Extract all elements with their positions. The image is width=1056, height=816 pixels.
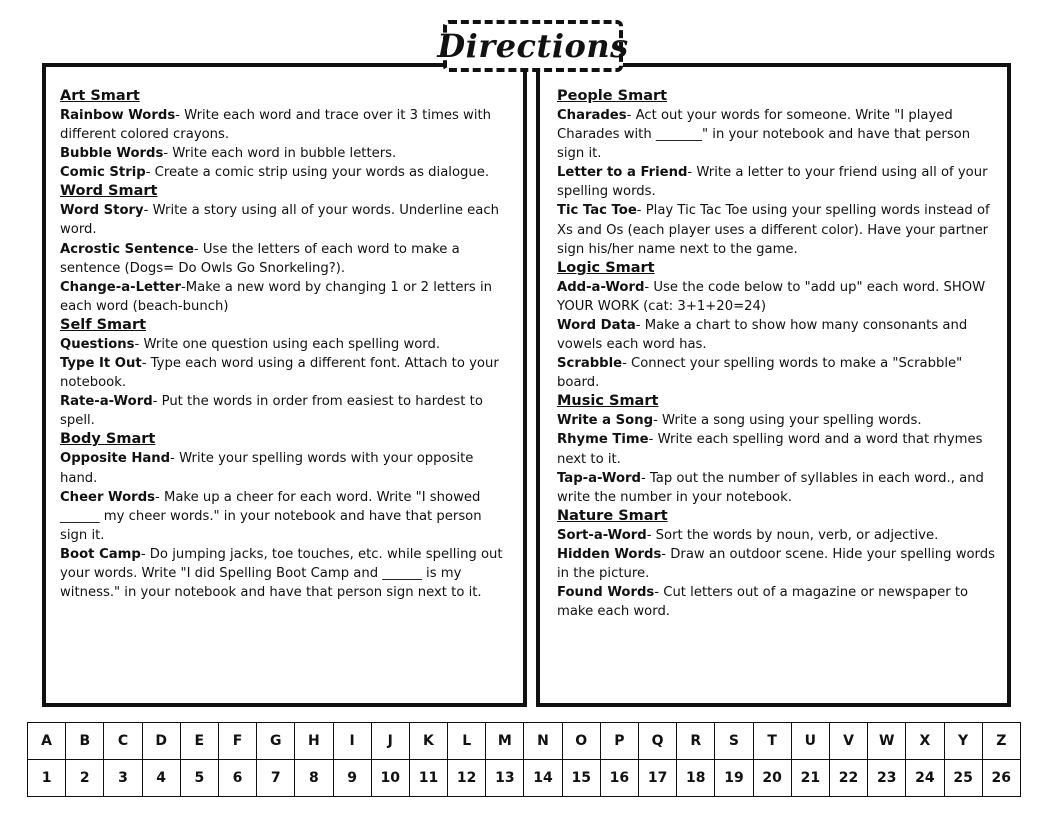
activity-name: Sort-a-Word <box>557 527 647 543</box>
number-cell: 6 <box>218 760 256 797</box>
number-cell: 10 <box>371 760 409 797</box>
activity-description: Write a story using all of your words. Underline each word. <box>60 203 499 238</box>
activity-sort-a-word <box>557 526 995 545</box>
number-cell: 4 <box>142 760 180 797</box>
activity-name: Rate-a-Word <box>60 394 153 410</box>
section-heading: People Smart <box>557 88 668 104</box>
activity-tap-a-word <box>557 469 995 507</box>
section-nature-smart <box>557 507 995 621</box>
section-heading: Art Smart <box>60 88 140 104</box>
letter-cell: U <box>791 723 829 760</box>
letter-cell: B <box>66 723 104 760</box>
number-cell: 9 <box>333 760 371 797</box>
letter-cell: H <box>295 723 333 760</box>
activity-name: Comic Strip <box>60 165 146 181</box>
activity-description: Write a song using your spelling words. <box>662 413 922 429</box>
letter-cell: S <box>715 723 753 760</box>
activity-write-a-song <box>557 411 995 430</box>
letter-number-code-table <box>27 722 1021 797</box>
activity-charades <box>557 106 995 163</box>
activity-description: Write one question using each spelling word. <box>143 336 441 352</box>
activity-description: Act out your words for someone. Write "I played Charades with _______" in your notebook and have that person sign it. <box>557 108 971 162</box>
activity-type-it-out <box>60 354 511 392</box>
activity-acrostic-sentence <box>60 240 511 278</box>
section-heading: Logic Smart <box>557 259 655 276</box>
letter-cell: A <box>28 723 66 760</box>
number-cell: 8 <box>295 760 333 797</box>
number-cell: 1 <box>28 760 66 797</box>
activity-separator: - <box>140 546 150 562</box>
letter-cell: M <box>486 723 524 760</box>
activity-name: Found Words <box>557 585 655 601</box>
letter-cell: L <box>448 723 486 760</box>
numbers-row <box>28 760 1021 797</box>
letter-cell: W <box>868 723 906 760</box>
letters-row <box>28 723 1021 760</box>
number-cell: 17 <box>639 760 677 797</box>
activity-description: Write a letter to your friend using all of your spelling words. <box>557 165 988 200</box>
activity-bubble-words <box>60 144 511 163</box>
activity-description: Make a chart to show how many consonants and vowels each word has. <box>557 317 968 353</box>
activity-separator: - <box>163 146 173 162</box>
activity-separator: - <box>154 489 164 505</box>
letter-cell: Z <box>982 723 1020 760</box>
activity-change-a-letter <box>60 278 511 316</box>
activity-separator: - <box>193 241 203 257</box>
section-word-smart <box>60 182 511 316</box>
left-directions-panel <box>42 63 527 707</box>
activity-rainbow-words <box>60 106 511 144</box>
section-music-smart <box>557 392 995 506</box>
activity-letter-to-a-friend <box>557 163 995 201</box>
letter-cell: T <box>753 723 791 760</box>
activity-name: Word Data <box>557 317 636 333</box>
activity-separator: - <box>626 108 636 123</box>
letter-cell: G <box>257 723 295 760</box>
activity-separator: - <box>646 527 656 543</box>
section-logic-smart <box>557 259 995 393</box>
activity-name: Opposite Hand <box>60 451 171 467</box>
letter-cell: E <box>180 723 218 760</box>
right-directions-panel <box>536 63 1011 707</box>
activity-name: Letter to a Friend <box>557 165 688 181</box>
activity-description: Type each word using a different font. Attach to your notebook. <box>60 356 499 391</box>
activity-description: Sort the words by noun, verb, or adjective. <box>655 527 939 543</box>
activity-description: Write each spelling word and a word that rhymes next to it. <box>557 432 983 467</box>
number-cell: 5 <box>180 760 218 797</box>
number-cell: 14 <box>524 760 562 797</box>
activity-tic-tac-toe <box>557 201 995 258</box>
section-heading: Music Smart <box>557 393 659 410</box>
activity-name: Boot Camp <box>60 546 141 562</box>
activity-word-data <box>557 316 995 354</box>
activity-name: Tap-a-Word <box>557 470 641 486</box>
activity-separator: - <box>622 356 632 372</box>
activity-separator: - <box>143 203 153 219</box>
activity-description: Do jumping jacks, toe touches, etc. while spelling out your words. Write "I did Spelling Boot Camp and ______ is my witness." in your notebook and have that person sign next to it. <box>60 546 503 601</box>
activity-description: Cut letters out of a magazine or newspaper to make each word. <box>557 585 969 620</box>
number-cell: 11 <box>409 760 447 797</box>
activity-name: Write a Song <box>557 413 654 429</box>
activity-name: Change-a-Letter <box>60 279 181 295</box>
activity-separator: - <box>636 203 646 219</box>
activity-name: Add-a-Word <box>557 279 645 295</box>
activity-name: Acrostic Sentence <box>60 241 194 257</box>
activity-separator: - <box>175 108 185 123</box>
activity-description: Connect your spelling words to make a "Scrabble" board. <box>557 356 963 391</box>
number-cell: 21 <box>791 760 829 797</box>
activity-name: Questions <box>60 336 135 352</box>
activity-name: Word Story <box>60 203 144 219</box>
letter-cell: F <box>218 723 256 760</box>
letter-cell: V <box>829 723 867 760</box>
section-heading: Body Smart <box>60 431 156 448</box>
letter-cell: Y <box>944 723 982 760</box>
activity-hidden-words <box>557 545 995 583</box>
activity-separator: - <box>644 279 654 295</box>
number-cell: 22 <box>829 760 867 797</box>
number-cell: 26 <box>982 760 1020 797</box>
section-self-smart <box>60 316 511 430</box>
section-heading: Nature Smart <box>557 507 668 524</box>
activity-name: Type It Out <box>60 356 142 372</box>
section-people-smart <box>557 87 995 259</box>
letter-cell: K <box>409 723 447 760</box>
activity-name: Charades <box>557 108 627 123</box>
activity-description: Make a new word by changing 1 or 2 letters in each word (beach-bunch) <box>60 279 492 314</box>
section-heading: Word Smart <box>60 183 158 200</box>
letter-cell: P <box>600 723 638 760</box>
number-cell: 16 <box>600 760 638 797</box>
activity-comic-strip <box>60 163 511 182</box>
section-body-smart <box>60 430 511 602</box>
activity-description: Draw an outdoor scene. Hide your spelling words in the picture. <box>557 546 995 581</box>
activity-description: Create a comic strip using your words as dialogue. <box>154 165 490 181</box>
activity-separator: - <box>653 413 663 429</box>
activity-name: Rhyme Time <box>557 432 649 448</box>
activity-description: Play Tic Tac Toe using your spelling words instead of Xs and Os (each player uses a different color). Have your partner sign his/her name next to the game. <box>557 203 990 257</box>
number-cell: 18 <box>677 760 715 797</box>
activity-opposite-hand <box>60 449 511 487</box>
letter-cell: J <box>371 723 409 760</box>
activity-word-story <box>60 201 511 239</box>
activity-separator: - <box>640 470 650 486</box>
number-cell: 3 <box>104 760 142 797</box>
activity-separator: - <box>661 546 671 562</box>
number-cell: 12 <box>448 760 486 797</box>
section-art-smart <box>60 87 511 182</box>
title-banner <box>437 20 629 72</box>
number-cell: 2 <box>66 760 104 797</box>
letter-cell: O <box>562 723 600 760</box>
activity-name: Hidden Words <box>557 546 662 562</box>
activity-separator: - <box>648 432 658 448</box>
activity-scrabble <box>557 354 995 392</box>
letter-cell: N <box>524 723 562 760</box>
activity-separator: - <box>181 279 186 295</box>
activity-name: Bubble Words <box>60 146 164 162</box>
activity-name: Scrabble <box>557 356 623 372</box>
activity-description: Use the letters of each word to make a sentence (Dogs= Do Owls Go Snorkeling?). <box>60 241 460 276</box>
activity-rate-a-word <box>60 392 511 430</box>
activity-add-a-word <box>557 278 995 316</box>
activity-name: Tic Tac Toe <box>557 203 637 219</box>
number-cell: 19 <box>715 760 753 797</box>
activity-name: Cheer Words <box>60 489 155 505</box>
activity-separator: - <box>687 165 697 181</box>
page-title: Directions <box>437 27 629 65</box>
number-cell: 15 <box>562 760 600 797</box>
activity-boot-camp <box>60 545 511 602</box>
number-cell: 13 <box>486 760 524 797</box>
activity-description: Make up a cheer for each word. Write "I showed ______ my cheer words." in your notebook and have that person sign it. <box>60 489 482 543</box>
number-cell: 20 <box>753 760 791 797</box>
number-cell: 23 <box>868 760 906 797</box>
activity-separator: - <box>152 394 162 410</box>
activity-cheer-words <box>60 488 511 545</box>
number-cell: 24 <box>906 760 944 797</box>
activity-description: Write each word and trace over it 3 times with different colored crayons. <box>60 108 492 143</box>
letter-cell: R <box>677 723 715 760</box>
letter-cell: I <box>333 723 371 760</box>
letter-cell: Q <box>639 723 677 760</box>
activity-separator: - <box>141 356 151 372</box>
activity-separator: - <box>170 451 180 467</box>
section-heading: Self Smart <box>60 316 147 333</box>
activity-description: Use the code below to "add up" each word. SHOW YOUR WORK (cat: 3+1+20=24) <box>557 279 986 314</box>
activity-description: Write each word in bubble letters. <box>172 146 397 162</box>
activity-separator: - <box>134 336 144 352</box>
activity-description: Put the words in order from easiest to hardest to spell. <box>60 394 483 429</box>
activity-found-words <box>557 583 995 621</box>
activity-separator: - <box>145 165 155 181</box>
letter-cell: D <box>142 723 180 760</box>
activity-description: Tap out the number of syllables in each word., and write the number in your notebook. <box>557 470 984 505</box>
number-cell: 7 <box>257 760 295 797</box>
activity-separator: - <box>635 317 645 333</box>
letter-cell: X <box>906 723 944 760</box>
activity-name: Rainbow Words <box>60 108 176 123</box>
activity-questions <box>60 335 511 354</box>
activity-separator: - <box>654 585 664 601</box>
activity-description: Write your spelling words with your opposite hand. <box>60 451 474 486</box>
activity-rhyme-time <box>557 430 995 468</box>
letter-cell: C <box>104 723 142 760</box>
number-cell: 25 <box>944 760 982 797</box>
